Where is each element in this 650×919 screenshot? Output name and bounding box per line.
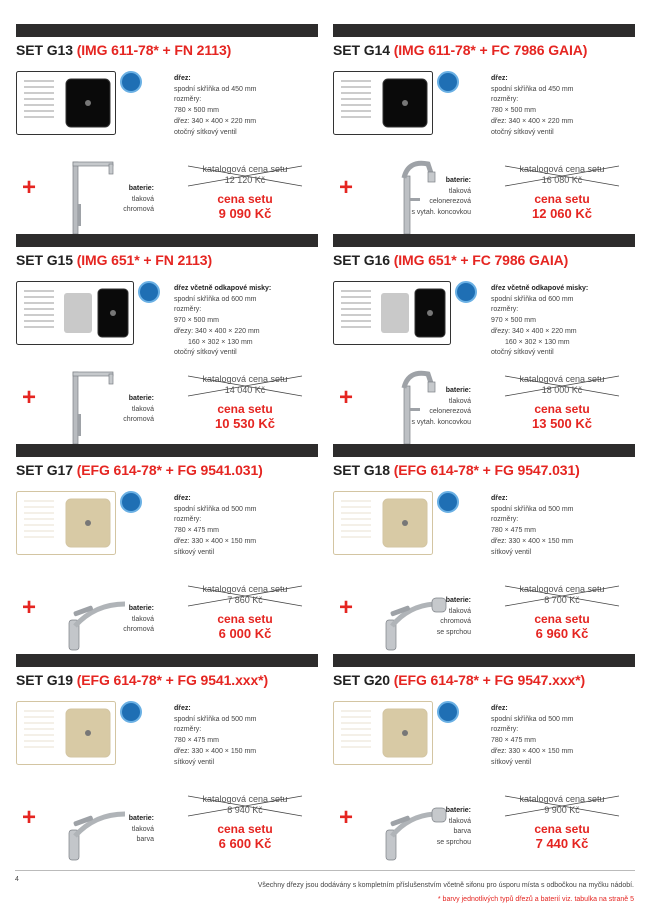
catalog-price-label: katalogová cena setu [202,584,288,594]
spec-line: dřez: 340 × 400 × 220 mm [174,117,257,125]
set-code: (IMG 651* + FC 7986 GAIA) [393,252,569,268]
set-code: (EFG 614-78* + FG 9547.xxx*) [393,672,586,688]
sink-image [333,491,433,555]
catalog-price-label: katalogová cena setu [202,794,288,804]
plus-icon: + [22,384,37,411]
spec-line: otočný sítkový ventil [174,349,237,357]
faucet-spec-line: baterie: [445,597,471,604]
catalog-price-value: 12 120 Kč [224,175,266,185]
sink-image [333,281,451,345]
faucet-spec-line: chromová [123,206,154,214]
price-block [184,164,306,221]
quality-badge-icon [455,281,477,303]
spec-line: dřez včetně odkapové misky: [174,285,272,292]
sink-specs [174,704,257,768]
spec-line: dřez: 330 × 400 × 150 mm [491,747,574,755]
spec-line: spodní skříňka od 600 mm [491,295,574,303]
spec-line: spodní skříňka od 500 mm [491,505,574,513]
product-set-g17 [16,444,318,654]
spec-line: spodní skříňka od 450 mm [174,85,257,93]
catalog-price [184,164,306,188]
sink-image [16,281,134,345]
faucet-specs [123,394,154,426]
set-price-value: 10 530 Kč [215,416,275,431]
sink-image [16,701,116,765]
set-name: SET G17 [16,462,73,478]
set-price-value: 9 090 Kč [218,206,272,221]
spec-line: dřez: [174,705,191,712]
product-set-g19 [16,654,318,864]
spec-line: rozměry: [174,96,202,104]
catalog-price [501,374,623,398]
plus-icon: + [339,594,354,621]
spec-line: 160 × 302 × 130 mm [188,338,253,346]
strikethrough-cross-icon [184,794,306,818]
set-name: SET G13 [16,42,73,58]
set-code: (EFG 614-78* + FG 9541.031) [76,462,263,478]
faucet-specs [437,596,471,639]
section-divider-bar [16,654,318,667]
product-set-g13 [16,24,318,234]
section-divider-bar [333,234,635,247]
faucet-spec-line: tlaková [448,397,471,405]
spec-line: dřezy: 340 × 400 × 220 mm [174,327,260,335]
spec-line: 780 × 475 mm [491,527,536,535]
faucet-spec-line: baterie: [128,395,154,402]
strikethrough-cross-icon [184,584,306,608]
set-price-value: 6 960 Kč [535,626,589,641]
spec-line: spodní skříňka od 450 mm [491,85,574,93]
strikethrough-cross-icon [501,374,623,398]
set-name: SET G18 [333,462,390,478]
set-price-label: cena setu [534,192,590,206]
sink-image [16,491,116,555]
set-price-value: 13 500 Kč [532,416,592,431]
catalog-price-label: katalogová cena setu [519,164,605,174]
catalog-price-value: 9 900 Kč [544,805,580,815]
spec-line: spodní skříňka od 600 mm [174,295,257,303]
sink-image [333,701,433,765]
price-block [501,584,623,641]
catalog-price-value: 18 000 Kč [541,385,583,395]
spec-line: otočný sítkový ventil [491,349,554,357]
price-block [501,164,623,221]
set-title [16,462,263,478]
catalog-price-value: 8 940 Kč [227,805,263,815]
catalog-price-value: 7 860 Kč [227,595,263,605]
faucet-spec-line: chromová [440,618,471,626]
spec-line: 970 × 500 mm [491,317,536,325]
spec-line: rozměry: [491,306,519,314]
sink-specs [491,284,588,359]
section-divider-bar [333,444,635,457]
quality-badge-icon [437,701,459,723]
spec-line: dřez: 340 × 400 × 220 mm [491,117,574,125]
spec-line: rozměry: [491,516,519,524]
plus-icon: + [339,174,354,201]
faucet-specs [129,814,154,846]
spec-line: dřezy: 340 × 400 × 220 mm [491,327,577,335]
catalog-price [501,794,623,818]
sink-image [333,71,433,135]
faucet-spec-line: tlaková [131,825,154,833]
sink-specs [174,284,271,359]
catalog-price [184,584,306,608]
set-name: SET G15 [16,252,73,268]
page-number: 4 [15,876,19,883]
spec-line: 160 × 302 × 130 mm [505,338,570,346]
spec-line: otočný sítkový ventil [174,128,237,136]
set-title [333,252,568,268]
sink-image [16,71,116,135]
set-price-label: cena setu [534,822,590,836]
faucet-spec-line: tlaková [448,607,471,615]
faucet-spec-line: chromová [123,626,154,634]
faucet-spec-line: baterie: [445,807,471,814]
sink-specs [174,494,257,558]
spec-line: dřez: [491,705,508,712]
section-divider-bar [333,24,635,37]
section-divider-bar [16,24,318,37]
faucet-spec-line: tlaková [131,615,154,623]
spec-line: sítkový ventil [491,758,532,766]
strikethrough-cross-icon [501,794,623,818]
product-set-g14 [333,24,635,234]
spec-line: dřez: [174,495,191,502]
catalog-price-label: katalogová cena setu [202,374,288,384]
faucet-spec-line: tlaková [448,817,471,825]
plus-icon: + [339,804,354,831]
spec-line: otočný sítkový ventil [491,128,554,136]
faucet-spec-line: chromová [123,416,154,424]
section-divider-bar [333,654,635,667]
price-block [184,794,306,851]
spec-line: 780 × 500 mm [491,107,536,115]
spec-line: 780 × 500 mm [174,107,219,115]
set-price-value: 6 000 Kč [218,626,272,641]
set-name: SET G19 [16,672,73,688]
quality-badge-icon [437,71,459,93]
faucet-spec-line: tlaková [131,405,154,413]
spec-line: rozměry: [174,516,202,524]
faucet-specs [123,604,154,636]
faucet-specs [437,806,471,849]
faucet-spec-line: barva [136,836,154,844]
spec-line: spodní skříňka od 500 mm [491,715,574,723]
set-name: SET G14 [333,42,390,58]
catalog-price-label: katalogová cena setu [519,584,605,594]
sink-specs [491,704,574,768]
faucet-spec-line: s vytah. koncovkou [411,209,471,217]
set-title [16,672,268,688]
spec-line: rozměry: [174,306,202,314]
spec-line: 780 × 475 mm [174,527,219,535]
catalog-price-value: 16 080 Kč [541,175,583,185]
catalog-price [501,164,623,188]
product-set-g18 [333,444,635,654]
strikethrough-cross-icon [184,374,306,398]
spec-line: rozměry: [491,726,519,734]
plus-icon: + [22,804,37,831]
spec-line: rozměry: [174,726,202,734]
set-code: (IMG 651* + FN 2113) [76,252,213,268]
footer-note: Všechny dřezy jsou dodávány s kompletním příslušenstvím včetně sifonu pro úsporu místa s odbočkou na myčku nádobí. [257,882,634,889]
catalog-price [184,794,306,818]
price-block [501,374,623,431]
sink-specs [174,74,257,138]
footer-asterisk-note: * barvy jednotlivých typů dřezů a baterií viz. tabulka na straně 5 [437,896,634,903]
faucet-spec-line: se sprchou [436,629,471,637]
sink-specs [491,494,574,558]
catalog-price-value: 8 700 Kč [544,595,580,605]
spec-line: 780 × 475 mm [174,737,219,745]
set-price-value: 6 600 Kč [218,836,272,851]
quality-badge-icon [120,71,142,93]
faucet-spec-line: baterie: [128,185,154,192]
faucet-spec-line: celonerezová [429,198,471,206]
catalog-price-label: katalogová cena setu [519,794,605,804]
set-name: SET G20 [333,672,390,688]
spec-line: sítkový ventil [491,548,532,556]
catalog-price [184,374,306,398]
product-set-g15 [16,234,318,444]
set-price-label: cena setu [217,192,273,206]
strikethrough-cross-icon [501,164,623,188]
quality-badge-icon [437,491,459,513]
quality-badge-icon [120,491,142,513]
faucet-spec-line: celonerezová [429,408,471,416]
faucet-spec-line: barva [453,828,471,836]
faucet-specs [411,176,471,219]
faucet-spec-line: tlaková [448,187,471,195]
sink-specs [491,74,574,138]
catalog-price-label: katalogová cena setu [202,164,288,174]
set-title [16,252,212,268]
spec-line: spodní skříňka od 500 mm [174,715,257,723]
spec-line: dřez: [491,75,508,82]
spec-line: dřez: [491,495,508,502]
faucet-specs [123,184,154,216]
spec-line: dřez: 330 × 400 × 150 mm [174,537,257,545]
faucet-spec-line: baterie: [128,605,154,612]
faucet-spec-line: baterie: [128,815,154,822]
set-price-value: 7 440 Kč [535,836,589,851]
set-price-label: cena setu [534,402,590,416]
plus-icon: + [22,594,37,621]
set-price-label: cena setu [534,612,590,626]
footer-rule [15,870,635,871]
set-title [16,42,231,58]
plus-icon: + [22,174,37,201]
set-price-label: cena setu [217,402,273,416]
product-set-g16 [333,234,635,444]
set-price-value: 12 060 Kč [532,206,592,221]
set-title [333,462,580,478]
strikethrough-cross-icon [184,164,306,188]
faucet-spec-line: tlaková [131,195,154,203]
set-code: (IMG 611-78* + FC 7986 GAIA) [393,42,588,58]
section-divider-bar [16,444,318,457]
price-block [184,374,306,431]
faucet-spec-line: baterie: [445,177,471,184]
spec-line: 780 × 475 mm [491,737,536,745]
faucet-spec-line: s vytah. koncovkou [411,419,471,427]
price-block [501,794,623,851]
price-block [184,584,306,641]
spec-line: dřez: 330 × 400 × 150 mm [491,537,574,545]
faucet-spec-line: se sprchou [436,839,471,847]
set-price-label: cena setu [217,822,273,836]
set-name: SET G16 [333,252,390,268]
set-title [333,42,587,58]
product-set-g20 [333,654,635,864]
set-price-label: cena setu [217,612,273,626]
faucet-spec-line: baterie: [445,387,471,394]
plus-icon: + [339,384,354,411]
spec-line: dřez: 330 × 400 × 150 mm [174,747,257,755]
strikethrough-cross-icon [501,584,623,608]
quality-badge-icon [120,701,142,723]
faucet-specs [411,386,471,429]
section-divider-bar [16,234,318,247]
spec-line: sítkový ventil [174,758,215,766]
quality-badge-icon [138,281,160,303]
low-lever-faucet-icon [51,784,141,864]
spec-line: rozměry: [491,96,519,104]
catalog-price-label: katalogová cena setu [519,374,605,384]
catalog-price-value: 14 040 Kč [224,385,266,395]
set-code: (EFG 614-78* + FG 9541.xxx*) [76,672,269,688]
set-code: (IMG 611-78* + FN 2113) [76,42,232,58]
spec-line: spodní skříňka od 500 mm [174,505,257,513]
spec-line: dřez včetně odkapové misky: [491,285,589,292]
catalog-price [501,584,623,608]
set-title [333,672,585,688]
spec-line: dřez: [174,75,191,82]
set-code: (EFG 614-78* + FG 9547.031) [393,462,580,478]
spec-line: 970 × 500 mm [174,317,219,325]
spec-line: sítkový ventil [174,548,215,556]
